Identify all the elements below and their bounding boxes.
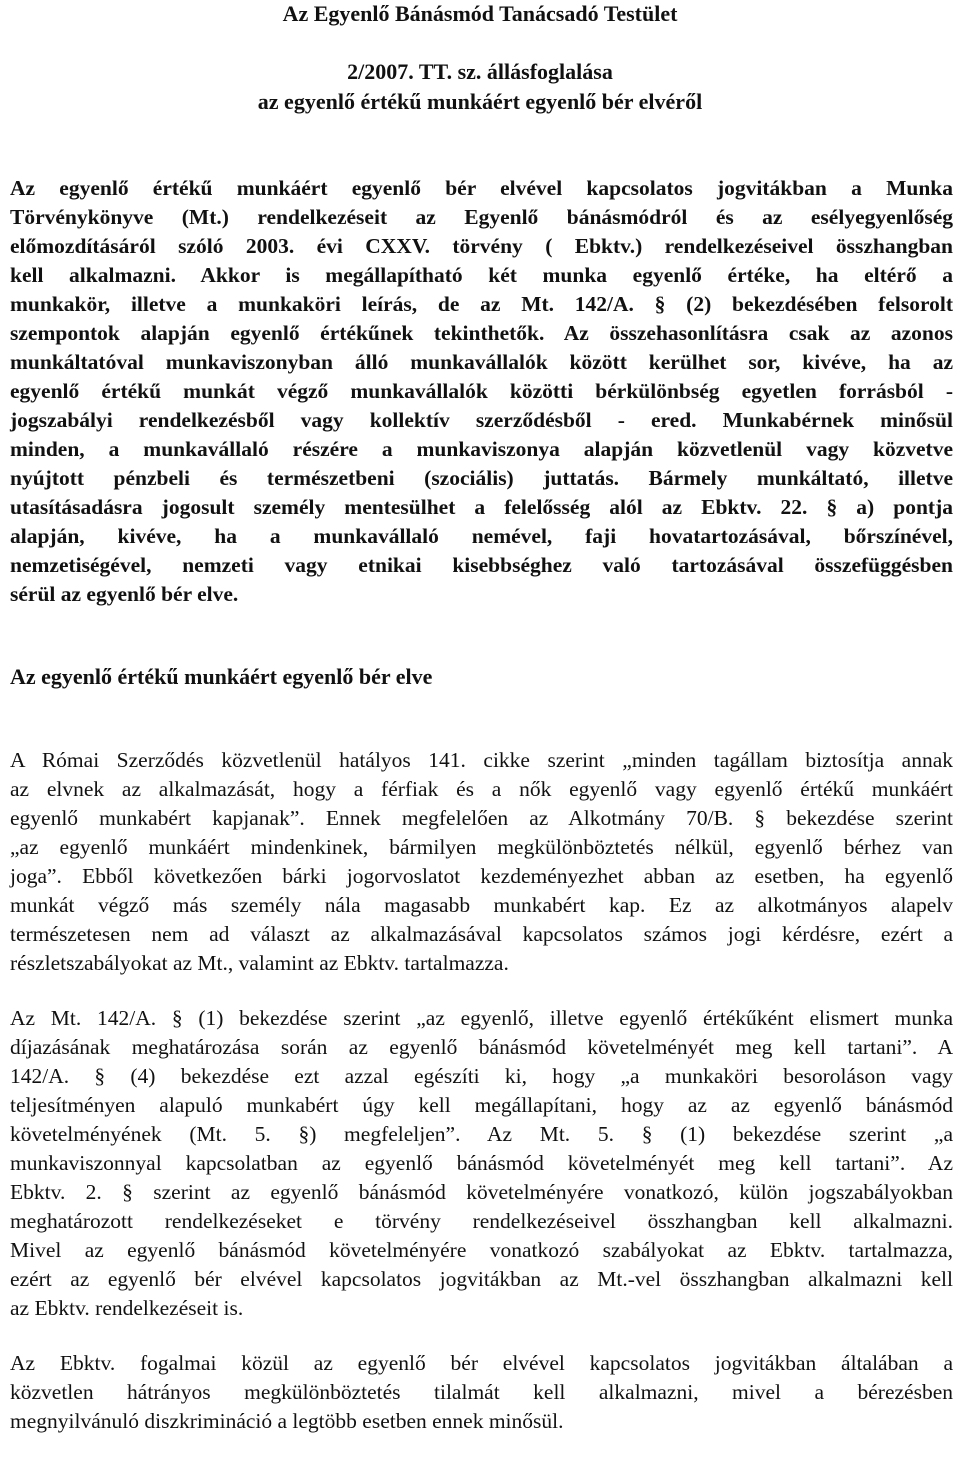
paragraph-line: kell alkalmazni. Akkor is megállapítható két munka egyenlő értéke, ha eltérő a [10,263,953,287]
section-heading: Az egyenlő értékű munkáért egyenlő bér elve [10,664,433,689]
paragraph-line: minden, a munkavállaló részére a munkaviszonya alapján közvetlenül vagy közvetve [10,437,953,461]
document-subtitle-number: 2/2007. TT. sz. állásfoglalása [347,59,613,84]
paragraph-line: meghatározott rendelkezéseket e törvény rendelkezéseivel összhangban kell alkalmazni. [10,1209,953,1233]
paragraph-line: utasításadásra jogosult személy mentesülhet a felelősség alól az Ebktv. 22. § a) pontja [10,495,953,519]
paragraph-line: természetesen nem ad választ az alkalmazásával kapcsolatos számos jogi kérdésre, ezért a [10,922,953,946]
paragraph-line: Az Ebktv. fogalmai közül az egyenlő bér elvével kapcsolatos jogvitákban általában a [10,1351,953,1375]
paragraph-line: az elvnek az alkalmazását, hogy a férfiak és a nők egyenlő vagy egyenlő értékű munkáért [10,777,953,801]
paragraph-line: részletszabályokat az Mt., valamint az Ebktv. tartalmazza. [10,951,509,975]
paragraph-line: munkáltatóval munkaviszonyban álló munkavállalók között kerülhet sor, kivéve, ha az [10,350,953,374]
paragraph-line: alapján, kivéve, ha a munkavállaló nemével, faji hovatartozásával, bőrszínével, [10,524,953,548]
paragraph-line: Az egyenlő értékű munkáért egyenlő bér elvével kapcsolatos jogvitákban a Munka [10,176,953,200]
paragraph-line: Törvénykönyve (Mt.) rendelkezéseit az Egyenlő bánásmódról és az esélyegyenlőség [10,205,953,229]
paragraph-line: Mivel az egyenlő bánásmód követelményére vonatkozó szabályokat az Ebktv. tartalmazza, [10,1238,953,1262]
paragraph-line: díjazásának meghatározása során az egyenlő bánásmód követelményét meg kell tartani”. A [10,1035,953,1059]
paragraph-line: munkaviszonnyal kapcsolatban az egyenlő bánásmód követelményét meg kell tartani”. Az [10,1151,953,1175]
paragraph-line: munkát végző más személy nála magasabb munkabért kap. Ez az alkotmányos alapelv [10,893,953,917]
paragraph-line: előmozdításáról szóló 2003. évi CXXV. törvény ( Ebktv.) rendelkezéseivel összhangban [10,234,953,258]
paragraph-line: nyújtott pénzbeli és természetbeni (szociális) juttatás. Bármely munkáltató, illetve [10,466,953,490]
paragraph-line: nemzetiségével, nemzeti vagy etnikai kisebbséghez való tartozásával összefüggésben [10,553,953,577]
paragraph-line: az Ebktv. rendelkezéseit is. [10,1296,244,1320]
paragraph-line: 142/A. § (4) bekezdése ezt azzal egészíti ki, hogy „a munkaköri besoroláson vagy [10,1064,953,1088]
paragraph-line: jogszabályi rendelkezésből vagy kollektív szerződésből - ered. Munkabérnek minősül [10,408,953,432]
paragraph-line: szempontok alapján egyenlő értékűnek tekinthetők. Az összehasonlításra csak az azonos [10,321,953,345]
paragraph-line: ezért az egyenlő bér elvével kapcsolatos jogvitákban az Mt.-vel összhangban alkalmazni kell [10,1267,953,1291]
paragraph-line: sérül az egyenlő bér elve. [10,582,239,606]
document-title: Az Egyenlő Bánásmód Tanácsadó Testület [282,1,678,26]
paragraph-line: teljesítményen alapuló munkabért úgy kell megállapítani, hogy az az egyenlő bánásmód [10,1093,953,1117]
paragraph-line: egyenlő értékű munkát végző munkavállalók közötti bérkülönbség egyetlen forrásból - [10,379,953,403]
document-subtitle-topic: az egyenlő értékű munkáért egyenlő bér elvéről [257,89,703,114]
paragraph-line: joga”. Ebből következően bárki jogorvoslatot kezdeményezhet abban az esetben, ha egyenlő [10,864,953,888]
paragraph-line: megnyilvánuló diszkrimináció a legtöbb esetben ennek minősül. [10,1409,564,1433]
paragraph-line: Az Mt. 142/A. § (1) bekezdése szerint „az egyenlő, illetve egyenlő értékűként elismert munka [10,1006,953,1030]
paragraph-line: A Római Szerződés közvetlenül hatályos 141. cikke szerint „minden tagállam biztosítja annak [10,748,953,772]
paragraph-line: „az egyenlő munkáért mindenkinek, bármilyen megkülönböztetés nélkül, egyenlő bérhez van [10,835,953,859]
paragraph-line: közvetlen hátrányos megkülönböztetés tilalmát kell alkalmazni, mivel a bérezésben [10,1380,953,1404]
paragraph-line: egyenlő munkabért kapjanak”. Ennek megfelelően az Alkotmány 70/B. § bekezdése szerint [10,806,953,830]
paragraph-line: követelményének (Mt. 5. §) megfeleljen”. Az Mt. 5. § (1) bekezdése szerint „a [10,1122,953,1146]
paragraph-line: Ebktv. 2. § szerint az egyenlő bánásmód követelményére vonatkozó, külön jogszabályokban [10,1180,953,1204]
paragraph-line: munkakör, illetve a munkaköri leírás, de az Mt. 142/A. § (2) bekezdésében felsorolt [10,292,953,316]
